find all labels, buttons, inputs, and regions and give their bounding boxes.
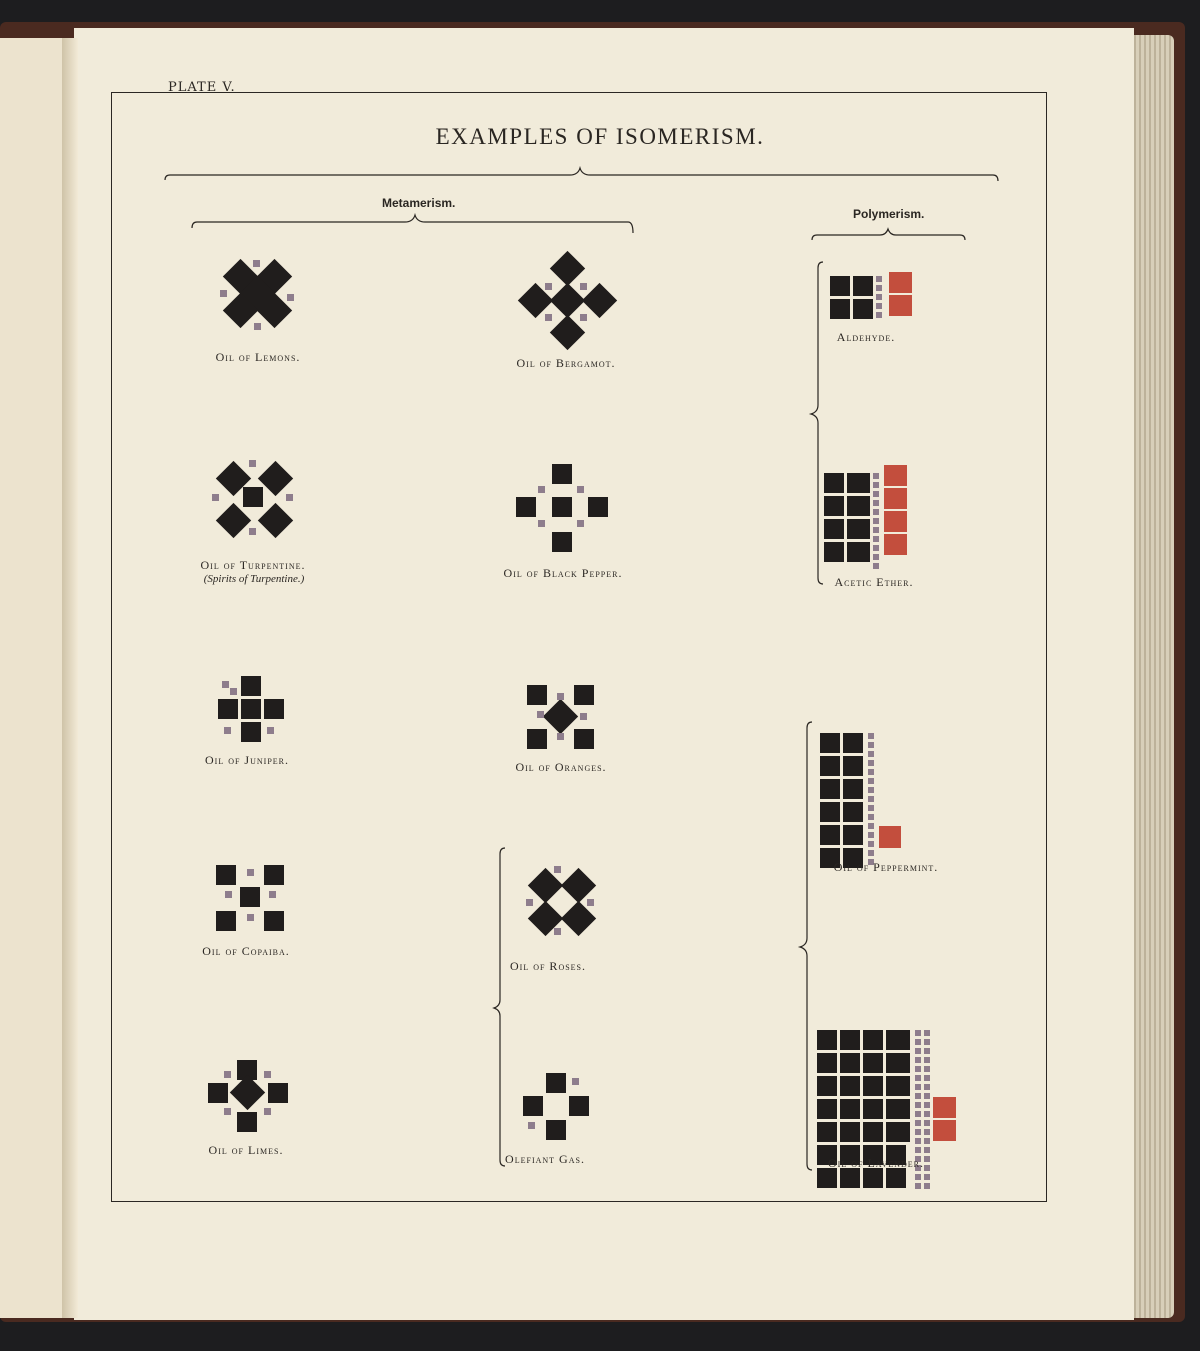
carbon-atom	[241, 722, 261, 742]
label-oranges: Oil of Oranges.	[515, 760, 607, 774]
hydrogen-atom	[557, 693, 564, 700]
hydrogen-atom	[538, 486, 545, 493]
hydrogen-atom	[545, 314, 552, 321]
carbon-atom	[552, 532, 572, 552]
label-bergamot: Oil of Bergamot.	[516, 356, 616, 370]
label-turpentine: Oil of Turpentine.	[200, 558, 306, 572]
label-peppermint: Oil of Peppermint.	[833, 860, 939, 874]
hydrogen-atom	[557, 733, 564, 740]
carbon-atom	[546, 1073, 566, 1093]
hydrogen-column	[873, 473, 879, 569]
hydrogen-atom	[224, 1071, 231, 1078]
carbon-block	[820, 733, 863, 868]
hydrogen-atom	[287, 294, 294, 301]
isomerism-brace	[165, 168, 998, 181]
hydrogen-atom	[212, 494, 219, 501]
hydrogen-atom	[267, 727, 274, 734]
hydrogen-atom	[577, 520, 584, 527]
hydrogen-atom	[528, 1122, 535, 1129]
metamerism-brace	[192, 215, 633, 233]
carbon-atom	[264, 865, 284, 885]
polymerism-brace	[812, 229, 965, 240]
hydrogen-atom	[224, 1108, 231, 1115]
label-copaiba: Oil of Copaiba.	[202, 944, 290, 958]
carbon-block	[890, 1030, 910, 1142]
hydrogen-atom	[545, 283, 552, 290]
carbon-block	[830, 276, 873, 319]
carbon-atom	[523, 1096, 543, 1116]
carbon-atom	[264, 911, 284, 931]
carbon-atom	[574, 685, 594, 705]
label-lavender: Oil of Lavender.	[828, 1156, 924, 1170]
hydrogen-atom	[577, 486, 584, 493]
aldehyde-ether-brace	[811, 262, 823, 584]
hydrogen-atom	[225, 891, 232, 898]
hydrogen-atom	[264, 1071, 271, 1078]
label-roses: Oil of Roses.	[509, 959, 587, 973]
hydrogen-atom	[264, 1108, 271, 1115]
hydrogen-atom	[224, 727, 231, 734]
carbon-atom	[241, 699, 261, 719]
metamerism-heading: Metamerism.	[382, 196, 456, 210]
polymerism-heading: Polymerism.	[853, 207, 925, 221]
hydrogen-atom	[222, 681, 229, 688]
label-olefiant: Olefiant Gas.	[505, 1152, 585, 1166]
carbon-atom	[241, 676, 261, 696]
hydrogen-atom	[249, 460, 256, 467]
hydrogen-atom	[286, 494, 293, 501]
label-limes: Oil of Limes.	[208, 1143, 284, 1157]
oxygen-column	[889, 272, 912, 316]
carbon-atom	[546, 1120, 566, 1140]
roses-olefiant-brace	[494, 848, 505, 1166]
hydrogen-atom	[526, 899, 533, 906]
carbon-atom	[516, 497, 536, 517]
hydrogen-atom	[247, 869, 254, 876]
carbon-atom	[552, 497, 572, 517]
carbon-block	[850, 473, 870, 562]
oxygen-column	[884, 465, 907, 555]
peppermint-lavender-brace	[800, 722, 812, 1170]
hydrogen-atom	[587, 899, 594, 906]
label-aldehyde: Aldehyde.	[836, 330, 896, 344]
plate-title: EXAMPLES OF ISOMERISM.	[435, 124, 765, 149]
hydrogen-atom	[254, 323, 261, 330]
oxygen-column	[933, 1097, 956, 1141]
hydrogen-atom	[230, 688, 237, 695]
carbon-atom	[243, 487, 263, 507]
hydrogen-atom	[220, 290, 227, 297]
hydrogen-column	[868, 733, 874, 865]
carbon-atom	[569, 1096, 589, 1116]
hydrogen-atom	[249, 528, 256, 535]
label-black-pepper: Oil of Black Pepper.	[503, 566, 623, 580]
hydrogen-atom	[269, 891, 276, 898]
label-turpentine-sub: (Spirits of Turpentine.)	[203, 573, 305, 585]
carbon-atom	[264, 699, 284, 719]
hydrogen-atom	[538, 520, 545, 527]
carbon-atom	[527, 685, 547, 705]
hydrogen-atom	[253, 260, 260, 267]
hydrogen-atom	[572, 1078, 579, 1085]
carbon-atom	[240, 887, 260, 907]
carbon-atom	[527, 729, 547, 749]
carbon-atom	[208, 1083, 228, 1103]
label-lemons: Oil of Lemons.	[215, 350, 301, 364]
carbon-atom	[218, 699, 238, 719]
plate-number: PLATE V.	[168, 80, 236, 95]
hydrogen-atom	[580, 713, 587, 720]
hydrogen-atom	[580, 314, 587, 321]
carbon-atom	[237, 1112, 257, 1132]
carbon-atom	[216, 911, 236, 931]
carbon-atom	[588, 497, 608, 517]
hydrogen-atom	[554, 928, 561, 935]
carbon-atom	[574, 729, 594, 749]
oxygen-atom	[879, 826, 901, 848]
carbon-atom	[216, 865, 236, 885]
hydrogen-atom	[554, 866, 561, 873]
hydrogen-column	[876, 276, 882, 318]
label-acetic-ether: Acetic Ether.	[834, 575, 914, 589]
hydrogen-atom	[247, 914, 254, 921]
carbon-atom	[268, 1083, 288, 1103]
carbon-atom	[552, 464, 572, 484]
hydrogen-atom	[580, 283, 587, 290]
label-juniper: Oil of Juniper.	[204, 753, 290, 767]
hydrogen-atom	[537, 711, 544, 718]
